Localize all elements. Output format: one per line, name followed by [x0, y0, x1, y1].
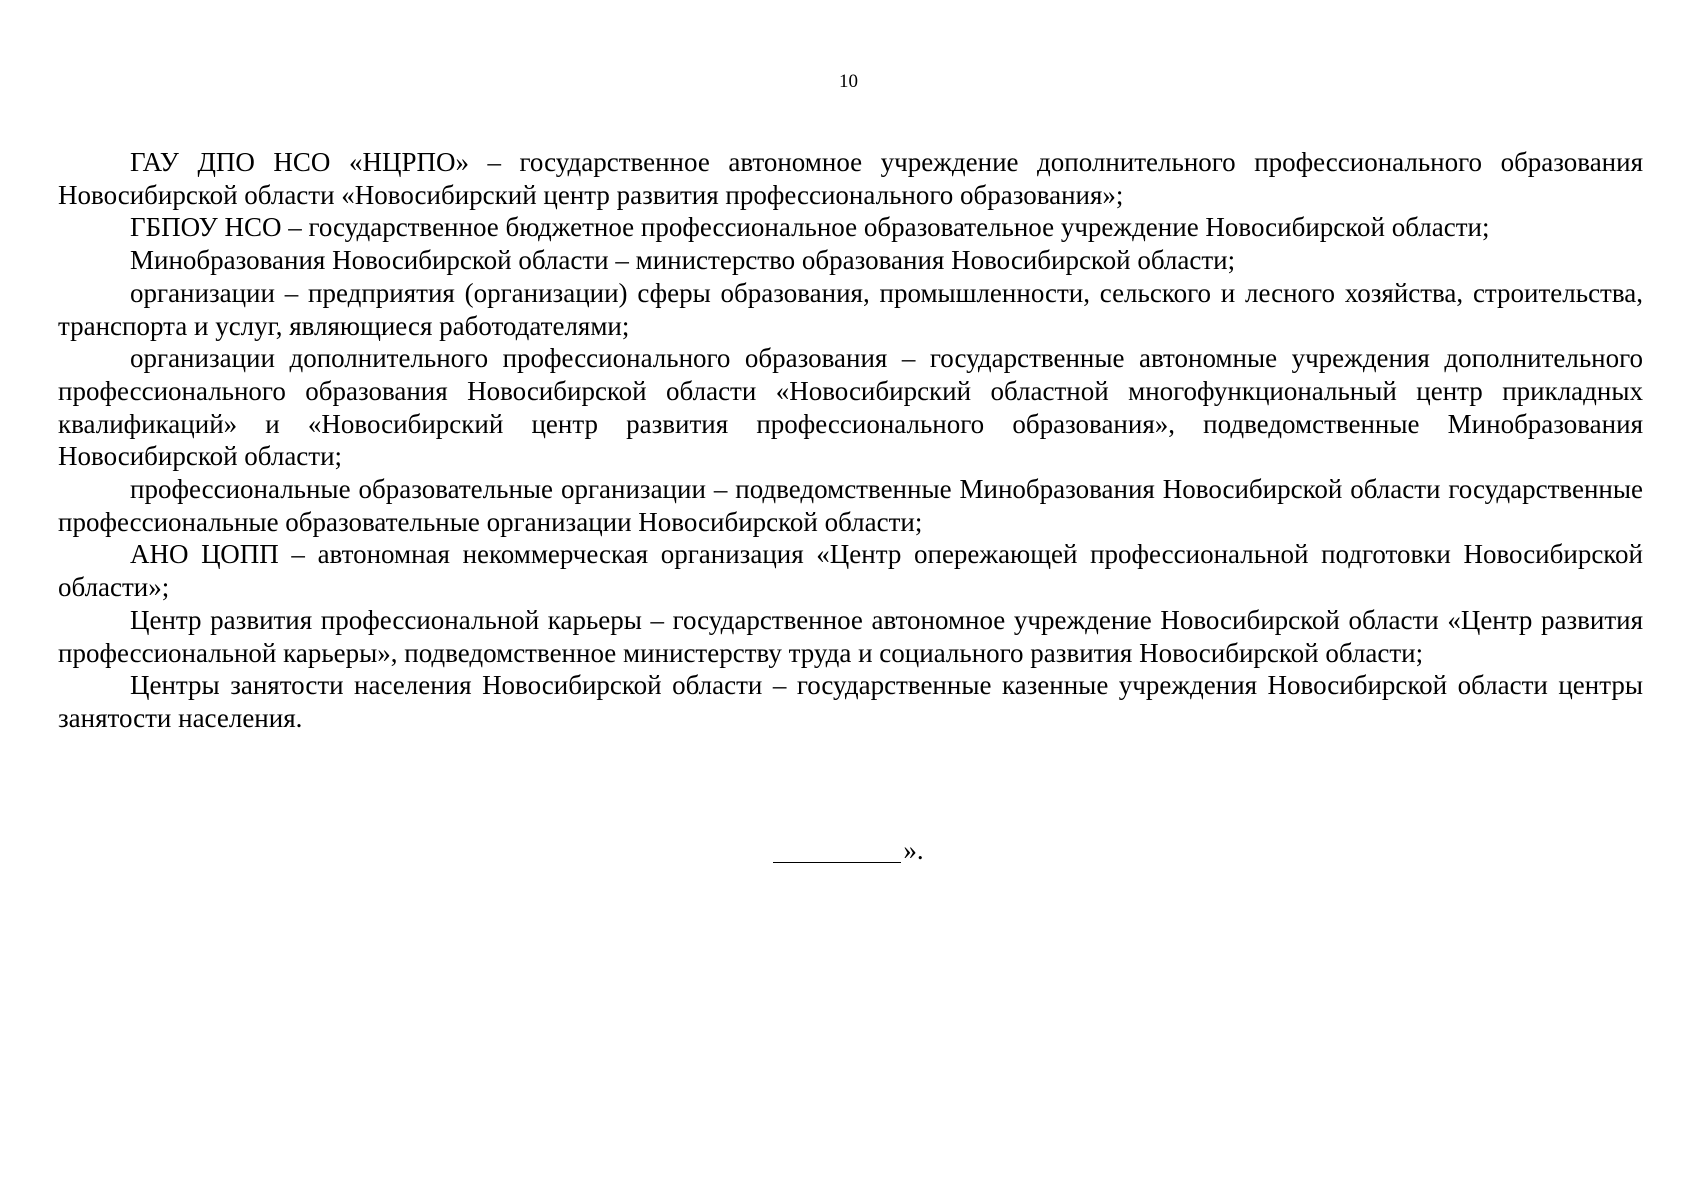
paragraph-minobrazovaniya: Минобразования Новосибирской области – министерство образования Новосибирской области; — [130, 245, 1236, 276]
page-number: 10 — [839, 71, 858, 92]
paragraph-tsentr-karery: Центр развития профессиональной карьеры – государственное автономное учреждение Новосибирской области «Центр развития профессиональной карьеры», подведомственное министерству труда и социального развития Новосибирской области; — [58, 604, 1643, 668]
paragraph-organizatsii-dpo: организации дополнительного профессионального образования – государственные автономные учреждения дополнительного профессионального образования Новосибирской области «Новосибирский областной многофункциональный центр прикладных квалификаций» и «Новосибирский центр развития профессионального образования», подведомственные Минобразования Новосибирской области; — [58, 343, 1643, 472]
paragraph-tsentry-zanyatosti: Центры занятости населения Новосибирской области – государственные казенные учреждения Новосибирской области центры занятости населения. — [58, 670, 1643, 733]
closing-line — [0, 832, 1697, 866]
paragraph-gau-dpo-nso: ГАУ ДПО НСО «НЦРПО» – государственное автономное учреждение дополнительного профессионального образования Новосибирской области «Новосибирский центр развития профессионального образования»; — [58, 147, 1643, 210]
closing-underline — [773, 836, 901, 863]
closing-quote: ». — [903, 835, 924, 865]
paragraph-ano-copp: АНО ЦОПП – автономная некоммерческая организация «Центр опережающей профессиональной подготовки Новосибирской области»; — [58, 539, 1643, 603]
document-body — [58, 146, 1643, 735]
paragraph-gbpou-nso: ГБПОУ НСО – государственное бюджетное профессиональное образовательное учреждение Новосибирской области; — [130, 212, 1490, 243]
paragraph-professionalnye-organizatsii: профессиональные образовательные организации – подведомственные Минобразования Новосибирской области государственные профессиональные образовательные организации Новосибирской области; — [58, 474, 1643, 537]
paragraph-organizatsii: организации – предприятия (организации) сферы образования, промышленности, сельского и лесного хозяйства, строительства, транспорта и услуг, являющиеся работодателями; — [58, 277, 1643, 341]
